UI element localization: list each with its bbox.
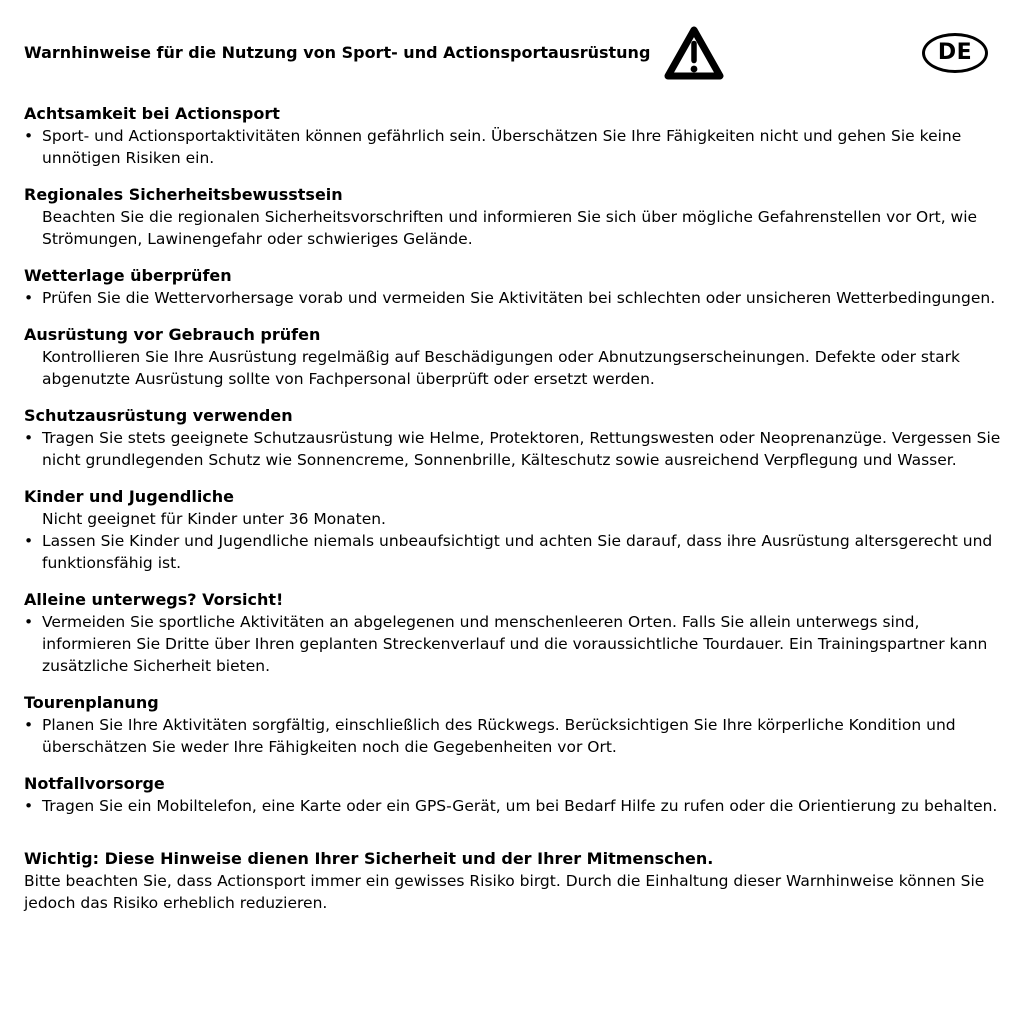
section-heading: Wetterlage überprüfen	[24, 266, 232, 285]
bullet-item	[24, 795, 1006, 817]
item-text: Nicht geeignet für Kinder unter 36 Monaten.	[42, 510, 386, 528]
bullet-marker: •	[24, 613, 34, 631]
item-text: Lassen Sie Kinder und Jugendliche niemals unbeaufsichtigt und achten Sie darauf, dass ihre Ausrüstung altersgerecht und funktionsfähig ist.	[42, 532, 993, 572]
item-text: Kontrollieren Sie Ihre Ausrüstung regelmäßig auf Beschädigungen oder Abnutzungserscheinungen. Defekte oder stark abgenutzte Ausrüstung sollte von Fachpersonal überprüft oder ersetzt werden.	[42, 348, 960, 388]
bullet-item	[24, 287, 1006, 309]
sections	[24, 103, 1006, 817]
warning-section	[24, 184, 1006, 250]
bullet-marker: •	[24, 289, 34, 307]
document-header	[24, 24, 1006, 82]
warning-section	[24, 692, 1006, 758]
plain-item	[24, 508, 1006, 530]
item-text: Tragen Sie ein Mobiltelefon, eine Karte oder ein GPS-Gerät, um bei Bedarf Hilfe zu rufen oder die Orientierung zu behalten.	[42, 797, 998, 815]
item-text: Vermeiden Sie sportliche Aktivitäten an abgelegenen und menschenleeren Orten. Falls Sie allein unterwegs sind, informieren Sie Dritte über Ihren geplanten Streckenverlauf und die voraussichtliche Tourdauer. Ein Trainingspartner kann zusätzliche Sicherheit bieten.	[42, 613, 988, 675]
plain-item	[24, 346, 1006, 390]
section-heading: Alleine unterwegs? Vorsicht!	[24, 590, 284, 609]
language-badge	[922, 33, 988, 73]
bullet-item	[24, 611, 1006, 677]
bullet-item	[24, 530, 1006, 574]
item-text: Tragen Sie stets geeignete Schutzausrüstung wie Helme, Protektoren, Rettungswesten oder Neoprenanzüge. Vergessen Sie nicht grundlegenden Schutz wie Sonnencreme, Sonnenbrille, Kälteschutz sowie ausreichend Verpflegung und Wasser.	[42, 429, 1001, 469]
warning-section	[24, 405, 1006, 471]
section-heading: Notfallvorsorge	[24, 774, 165, 793]
footer-note	[24, 848, 1006, 914]
warning-section	[24, 103, 1006, 169]
bullet-item	[24, 125, 1006, 169]
warning-triangle-icon	[664, 25, 724, 82]
warning-section	[24, 265, 1006, 309]
item-text: Sport- und Actionsportaktivitäten können gefährlich sein. Überschätzen Sie Ihre Fähigkeiten nicht und gehen Sie keine unnötigen Risiken ein.	[42, 127, 962, 167]
page-title: Warnhinweise für die Nutzung von Sport- und Actionsportausrüstung	[24, 43, 651, 62]
section-heading: Schutzausrüstung verwenden	[24, 406, 293, 425]
bullet-marker: •	[24, 429, 34, 447]
item-text: Prüfen Sie die Wettervorhersage vorab und vermeiden Sie Aktivitäten bei schlechten oder unsicheren Wetterbedingungen.	[42, 289, 996, 307]
bullet-marker: •	[24, 716, 34, 734]
bullet-item	[24, 714, 1006, 758]
footer-text: Bitte beachten Sie, dass Actionsport immer ein gewisses Risiko birgt. Durch die Einhaltung dieser Warnhinweise können Sie jedoch das Risiko erheblich reduzieren.	[24, 872, 985, 912]
warning-section	[24, 486, 1006, 574]
footer-heading: Wichtig: Diese Hinweise dienen Ihrer Sicherheit und der Ihrer Mitmenschen.	[24, 849, 714, 868]
item-text: Planen Sie Ihre Aktivitäten sorgfältig, einschließlich des Rückwegs. Berücksichtigen Sie Ihre körperliche Kondition und überschätzen Sie weder Ihre Fähigkeiten noch die Gegebenheiten vor Ort.	[42, 716, 956, 756]
plain-item	[24, 206, 1006, 250]
section-heading: Tourenplanung	[24, 693, 159, 712]
section-heading: Achtsamkeit bei Actionsport	[24, 104, 280, 123]
bullet-marker: •	[24, 127, 34, 145]
bullet-marker: •	[24, 532, 34, 550]
section-heading: Ausrüstung vor Gebrauch prüfen	[24, 325, 321, 344]
warning-section	[24, 324, 1006, 390]
bullet-marker: •	[24, 797, 34, 815]
bullet-item	[24, 427, 1006, 471]
language-badge-label: DE	[937, 40, 973, 65]
section-heading: Kinder und Jugendliche	[24, 487, 235, 506]
warning-section	[24, 589, 1006, 677]
warning-section	[24, 773, 1006, 817]
item-text: Beachten Sie die regionalen Sicherheitsvorschriften und informieren Sie sich über mögliche Gefahrenstellen vor Ort, wie Strömungen, Lawinengefahr oder schwieriges Gelände.	[42, 208, 978, 248]
section-heading: Regionales Sicherheitsbewusstsein	[24, 185, 343, 204]
